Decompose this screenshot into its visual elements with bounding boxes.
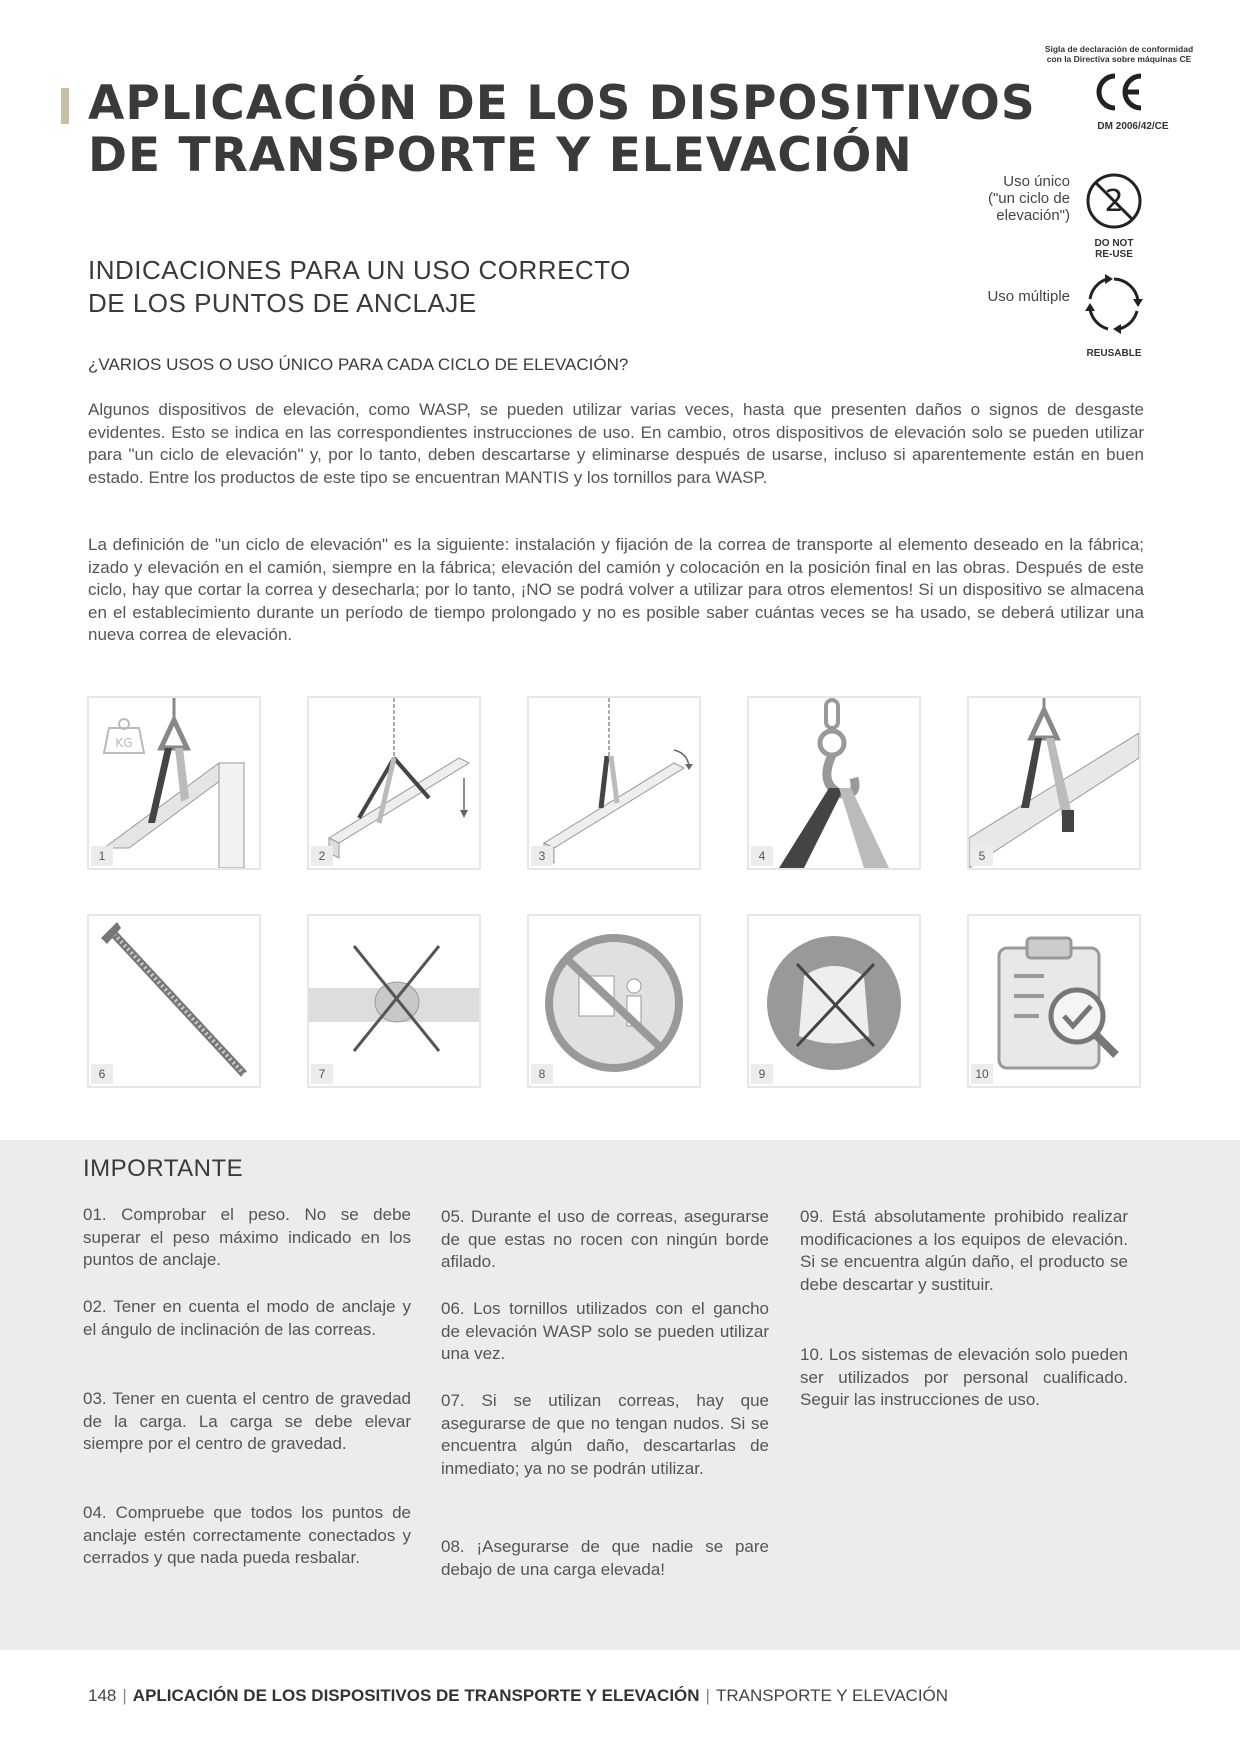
important-title: IMPORTANTE [83, 1155, 244, 1182]
page-number: 148 [88, 1686, 117, 1705]
lifting-sling-kg-icon [89, 698, 259, 868]
important-item-05: 05. Durante el uso de correas, asegurarse de que estas no rocen con ningún borde afilado. [441, 1207, 769, 1271]
footer-category: TRANSPORTE Y ELEVACIÓN [715, 1686, 949, 1705]
paragraph-lifting-cycle: La definición de "un ciclo de elevación" es la siguiente: instalación y fijación de la correa de transporte al elemento deseado en la fábrica; izado y elevación en el camión, siempre en la fábrica; elevación del camión y colocación en la posición final en las obras. Después de este ciclo, hay que cortar la correa y desecharla; por lo tanto, ¡NO se podrá volver a utilizar para otros elementos! Si un dispositivo se almacena en el establecimiento durante un período de tiempo prolongado y no es posible saber cuántas veces se ha usado, se deberá utilizar una nueva correa de elevación. [88, 535, 1144, 644]
single-use-label-line1: Uso único [1003, 173, 1070, 190]
no-standing-under-load-icon [529, 916, 699, 1086]
single-use-label-line2: ("un ciclo de [987, 190, 1070, 207]
do-not-reuse-icon [1085, 172, 1143, 230]
important-item-06: 06. Los tornillos utilizados con el gancho de elevación WASP solo se pueden utilizar una vez. [441, 1299, 769, 1363]
do-not-reuse-digit: 2 [1104, 184, 1124, 219]
important-item-08: 08. ¡Asegurarse de que nadie se pare debajo de una carga elevada! [441, 1537, 769, 1579]
ce-mark-icon [1089, 70, 1149, 114]
footer-separator: | [705, 1686, 710, 1705]
checklist-inspection-icon [969, 916, 1139, 1086]
title-accent-bar [61, 88, 69, 124]
no-modifications-icon [749, 916, 919, 1086]
important-item-10: 10. Los sistemas de elevación solo pueden ser utilizados por personal cualificado. Seguir las instrucciones de uso. [800, 1345, 1128, 1409]
figure-number: 10 [971, 1064, 993, 1084]
section-question: ¿VARIOS USOS O USO ÚNICO PARA CADA CICLO DE ELEVACIÓN? [88, 355, 629, 374]
ce-caption-line2: con la Directiva sobre máquinas CE [1046, 54, 1192, 64]
screw-icon [89, 916, 259, 1086]
figure-1 [87, 696, 261, 870]
figure-4 [747, 696, 921, 870]
sling-rotation-icon [529, 698, 699, 868]
section-subtitle [88, 254, 631, 320]
section-subtitle-line1: INDICACIONES PARA UN USO CORRECTO [88, 255, 631, 285]
ce-caption-line1: Sigla de declaración de conformidad [1044, 44, 1194, 54]
page-title [88, 78, 1036, 182]
figure-10 [967, 914, 1141, 1088]
figure-2 [307, 696, 481, 870]
figure-number: 6 [91, 1064, 113, 1084]
important-item-02: 02. Tener en cuenta el modo de anclaje y el ángulo de inclinación de las correas. [83, 1297, 411, 1339]
multi-use-label: Uso múltiple [987, 288, 1070, 305]
important-item-09: 09. Está absolutamente prohibido realizar modificaciones a los equipos de elevación. Si se encuentra algún daño, el producto se debe descartar y sustituir. [800, 1207, 1128, 1294]
ce-directive: DM 2006/42/CE [1097, 121, 1169, 132]
page-footer [88, 1686, 948, 1706]
figure-number: 9 [751, 1064, 773, 1084]
reusable-caption: REUSABLE [1086, 348, 1142, 359]
figure-8 [527, 914, 701, 1088]
section-subtitle-line2: DE LOS PUNTOS DE ANCLAJE [88, 288, 477, 318]
do-not-reuse-caption-line2: RE-USE [1095, 249, 1133, 260]
paragraph-usage: Algunos dispositivos de elevación, como WASP, se pueden utilizar varias veces, hasta que presenten daños o signos de desgaste evidentes. Esto se indica en las correspondientes instrucciones de uso. En cambio, otros dispositivos de elevación solo se pueden utilizar para "un ciclo de elevación" y, por lo tanto, deben descartarse y eliminarse después de usarse, incluso si aparentemente están en buen estado. Entre los productos de este tipo se encuentran MANTIS y los tornillos para WASP. [88, 400, 1144, 487]
hook-chain-icon [749, 698, 919, 868]
do-not-reuse-caption-line1: DO NOT [1094, 238, 1134, 249]
important-item-01: 01. Comprobar el peso. No se debe superar el peso máximo indicado en los puntos de anclaje. [83, 1205, 411, 1269]
figure-number: 7 [311, 1064, 333, 1084]
important-item-04: 04. Compruebe que todos los puntos de anclaje estén correctamente conectados y cerrados y que nada pueda resbalar. [83, 1503, 411, 1567]
figure-number: 3 [531, 846, 553, 866]
figure-5 [967, 696, 1141, 870]
knotted-sling-prohibited-icon [309, 916, 479, 1086]
page-title-line1: APLICACIÓN DE LOS DISPOSITIVOS [88, 76, 1036, 131]
reusable-cycle-icon [1083, 273, 1145, 335]
figure-6 [87, 914, 261, 1088]
sling-two-point-icon [309, 698, 479, 868]
important-item-03: 03. Tener en cuenta el centro de gravedad de la carga. La carga se debe elevar siempre por el centro de gravedad. [83, 1389, 411, 1453]
page-title-line2: DE TRANSPORTE Y ELEVACIÓN [88, 128, 913, 183]
footer-section: APLICACIÓN DE LOS DISPOSITIVOS DE TRANSPORTE Y ELEVACIÓN [132, 1686, 700, 1705]
footer-separator: | [122, 1686, 127, 1705]
kg-label: KG [115, 736, 133, 750]
figure-number: 8 [531, 1064, 553, 1084]
ce-declaration [1020, 44, 1218, 132]
figure-number: 4 [751, 846, 773, 866]
figure-3 [527, 696, 701, 870]
do-not-reuse-caption [1074, 238, 1154, 260]
single-use-label [930, 173, 1070, 224]
single-use-label-line3: elevación") [996, 207, 1070, 224]
figure-number: 2 [311, 846, 333, 866]
sling-beam-edge-icon [969, 698, 1139, 868]
important-item-07: 07. Si se utilizan correas, hay que asegurarse de que no tengan nudos. Si se encuentra algún daño, descartarlas de inmediato; ya no se podrán utilizar. [441, 1391, 769, 1478]
figure-number: 5 [971, 846, 993, 866]
figure-7 [307, 914, 481, 1088]
figure-number: 1 [91, 846, 113, 866]
figure-9 [747, 914, 921, 1088]
